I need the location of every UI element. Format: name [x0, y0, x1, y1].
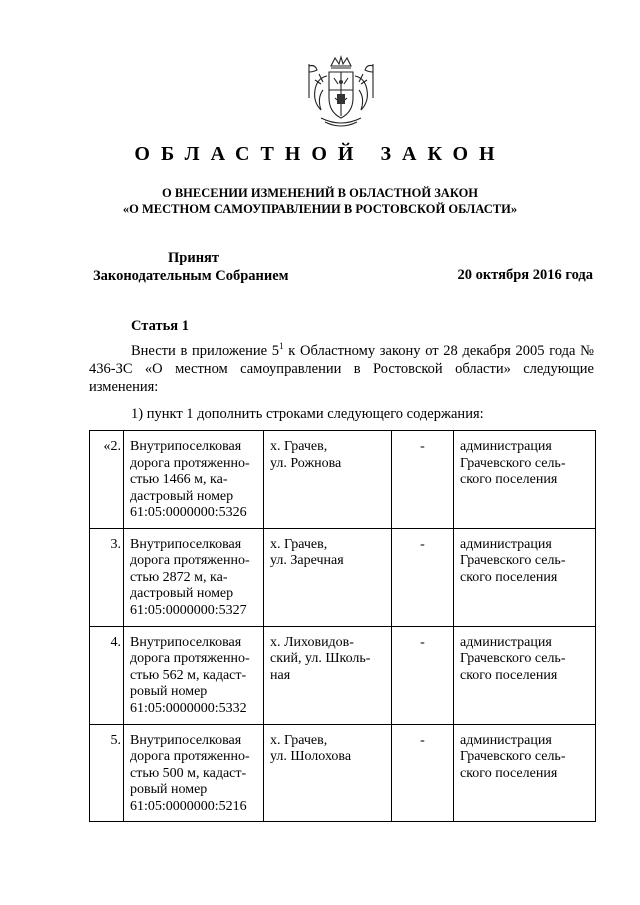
road-description-line: 61:05:0000000:5326 [130, 505, 247, 520]
road-description-line: стью 500 м, кадаст- [130, 765, 247, 781]
adoption-body: Законодательным Собранием [93, 268, 289, 284]
table-row [90, 626, 596, 724]
road-description-line: 61:05:0000000:5332 [130, 700, 247, 716]
organization-line: Грачевского сель- [460, 455, 566, 471]
road-description-line: дорога протяженно- [130, 553, 250, 568]
road-description-line: дорога протяженно- [130, 455, 250, 471]
road-description [124, 528, 264, 626]
organization-line: администрация [460, 732, 552, 748]
organization-line: администрация [460, 439, 552, 454]
road-location-line: х. Грачев, [270, 439, 328, 454]
empty-value-dash: - [392, 528, 454, 626]
road-description-line: стью 1466 м, ка- [130, 472, 228, 487]
responsible-organization [454, 528, 596, 626]
road-location-line: х. Грачев, [270, 536, 328, 552]
road-description-line: ровый номер [130, 782, 208, 797]
document-title: ОБЛАСТНОЙ ЗАКОН [134, 143, 506, 165]
article-paragraph [89, 342, 594, 396]
table-row [90, 431, 596, 529]
road-description-line: дорога протяженно- [130, 651, 250, 666]
row-number: 5. [90, 724, 124, 822]
coat-of-arms-icon [301, 54, 381, 134]
road-location-line: ная [270, 667, 291, 683]
organization-line: ского поселения [460, 667, 558, 683]
road-description-line: Внутрипоселковая [130, 732, 242, 748]
row-number: 4. [90, 626, 124, 724]
adoption-label: Принят [168, 250, 220, 266]
road-description-line: стью 562 м, кадаст- [130, 667, 247, 683]
road-description-line: Внутрипоселковая [130, 536, 242, 552]
organization-line: ского поселения [460, 472, 558, 487]
road-location-line: ул. Шолохова [270, 749, 352, 764]
document-subtitle-line2: «О МЕСТНОМ САМОУПРАВЛЕНИИ В РОСТОВСКОЙ ОБЛАСТИ» [122, 202, 518, 216]
organization-line: Грачевского сель- [460, 749, 566, 764]
road-location-line: ул. Заречная [270, 553, 344, 568]
table-row [90, 724, 596, 822]
adoption-block [93, 249, 289, 285]
empty-value-dash: - [392, 431, 454, 529]
road-location [264, 431, 392, 529]
organization-line: администрация [460, 634, 552, 650]
row-number: 3. [90, 528, 124, 626]
article-point: 1) пункт 1 дополнить строками следующего содержания: [131, 406, 484, 422]
organization-line: Грачевского сель- [460, 651, 566, 666]
adoption-date: 20 октября 2016 года [457, 267, 593, 283]
organization-line: администрация [460, 536, 552, 552]
document-subtitle-line1: О ВНЕСЕНИИ ИЗМЕНЕНИЙ В ОБЛАСТНОЙ ЗАКОН [161, 186, 479, 200]
row-number: «2. [90, 431, 124, 529]
road-description-line: Внутрипоселковая [130, 634, 242, 650]
road-location [264, 626, 392, 724]
road-description-line: дорога протяженно- [130, 749, 250, 764]
responsible-organization [454, 724, 596, 822]
road-location [264, 724, 392, 822]
road-description [124, 431, 264, 529]
responsible-organization [454, 431, 596, 529]
organization-line: ского поселения [460, 569, 558, 585]
table-row [90, 528, 596, 626]
road-description [124, 724, 264, 822]
empty-value-dash: - [392, 724, 454, 822]
organization-line: ского поселения [460, 765, 558, 781]
road-description-line: дастровый номер [130, 586, 234, 601]
road-description [124, 626, 264, 724]
road-location-line: х. Лиховидов- [270, 634, 354, 650]
article-text-start: Внести в приложение 5 [131, 343, 280, 359]
road-description-line: 61:05:0000000:5216 [130, 798, 247, 814]
road-description-line: стью 2872 м, ка- [130, 569, 228, 585]
roads-table [89, 430, 596, 822]
organization-line: Грачевского сель- [460, 553, 566, 568]
article-superscript: 1 [279, 341, 284, 351]
road-location-line: ский, ул. Школь- [270, 651, 371, 666]
empty-value-dash: - [392, 626, 454, 724]
road-location [264, 528, 392, 626]
responsible-organization [454, 626, 596, 724]
road-description-line: 61:05:0000000:5327 [130, 602, 247, 618]
road-description-line: Внутрипоселковая [130, 439, 242, 454]
road-location-line: х. Грачев, [270, 732, 328, 748]
road-description-line: ровый номер [130, 684, 208, 699]
road-location-line: ул. Рожнова [270, 455, 342, 471]
road-description-line: дастровый номер [130, 488, 234, 504]
article-text-end: к Областному закону от 28 декабря 2005 года № 436-ЗС «О местном самоуправлении в Ростовской области» следующие изменения: [89, 343, 594, 395]
article-heading: Статья 1 [131, 318, 189, 334]
